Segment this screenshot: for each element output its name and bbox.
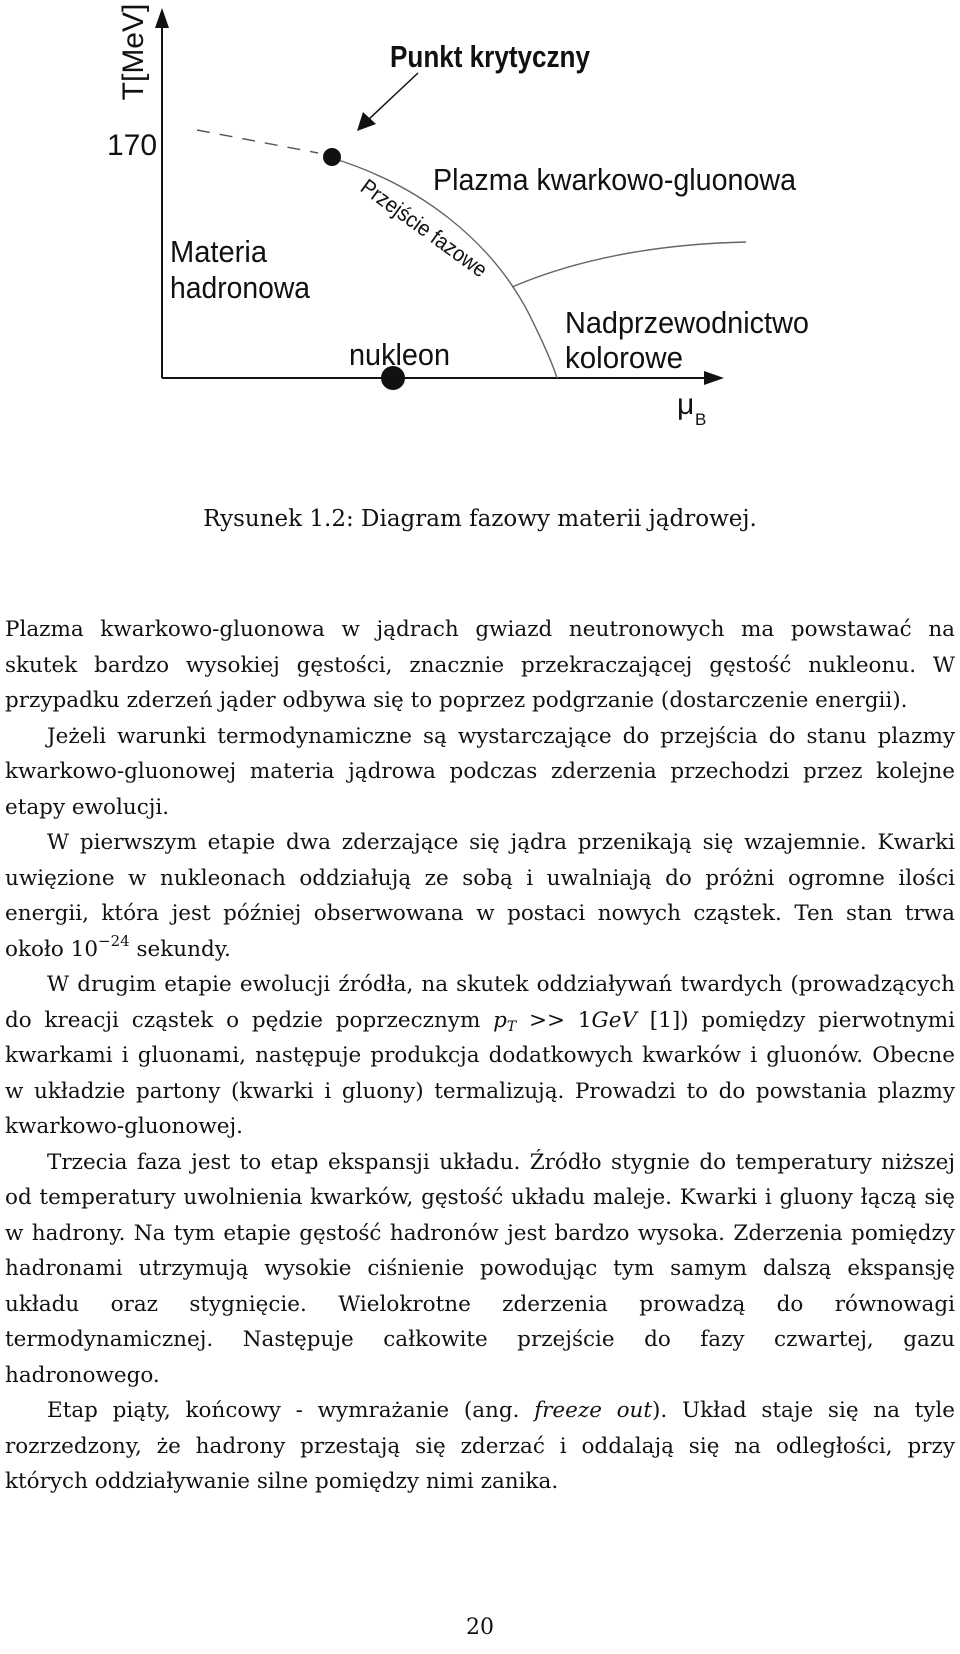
color-sc-label-line1: Nadprzewodnictwo [565, 305, 809, 340]
paragraph-4-tail: [1]) pomiędzy pierwotnymi kwarkami i gluonami, następuje produkcja dodatkowych kwarków i gluonów. Obecne w układzie partony (kwarki i gluony) termalizują. Prowadzi to do powstania plazmy kwarkowo-gluonowej. [5, 1007, 955, 1139]
paragraph-2: Jeżeli warunki termodynamiczne są wystarczające do przejścia do stanu plazmy kwarkowo-gluonowej materia jądrowa podczas zderzenia przechodzi przez kolejne etapy ewolucji. [5, 723, 955, 820]
hadronic-matter-label-line2: hadronowa [170, 270, 311, 305]
y-axis-arrow [155, 8, 169, 28]
y-axis-label: T[MeV] [117, 3, 150, 101]
qgp-label: Plazma kwarkowo-gluonowa [433, 162, 797, 197]
color-sc-boundary-line [512, 242, 746, 287]
critical-point-label: Punkt krytyczny [390, 39, 591, 74]
paragraph-6 [5, 1393, 955, 1500]
nucleon-label: nukleon [349, 337, 450, 372]
critical-point-dot [323, 148, 341, 166]
math-unit: GeV [591, 1007, 637, 1033]
paragraph-5: Trzecia faza jest to etap ekspansji układu. Źródło stygnie do temperatury niższej od temperatury uwolnienia kwarków, gęstość układu maleje. Kwarki i gluony łączą się w hadrony. Na tym etapie gęstość hadronów jest bardzo wysoka. Zderzenia pomiędzy hadronami utrzymują wysokie ciśnienie powodując tym samym dalszą ekspansję układu oraz stygnięcie. Wielokrotne zderzenia prowadzą do równowagi termodynamicznej. Następuje całkowite przejście do fazy czwartej, gazu hadronowego. [5, 1149, 955, 1388]
critical-point-pointer-line [368, 73, 418, 120]
hadronic-matter-label-line1: Materia [170, 234, 268, 269]
figure-caption: Rysunek 1.2: Diagram fazowy materii jądrowej. [203, 506, 757, 532]
paragraph-4-text: W drugim etapie ewolucji źródła, na skutek oddziaływań twardych (prowadzących do kreacji cząstek o pędzie poprzecznym [5, 972, 955, 1033]
page-number: 20 [466, 1615, 494, 1640]
math-subscript-T: T [506, 1018, 517, 1035]
phase-transition-label: Przejście fazowe [356, 173, 505, 292]
paragraph-4 [5, 967, 955, 1145]
body-text [5, 612, 955, 1500]
math-relation: >> 1 [516, 1007, 592, 1033]
paragraph-3 [5, 825, 955, 967]
paragraph-6-tail: ). Układ staje się na tyle rozrzedzony, że hadrony przestają się zderzać i oddalają się na odległości, przy których oddziaływanie silne pomiędzy nimi zanika. [5, 1398, 955, 1494]
exponent: −24 [98, 931, 130, 950]
paragraph-1: Plazma kwarkowo-gluonowa w jądrach gwiazd neutronowych ma powstawać na skutek bardzo wysokiej gęstości, znacznie przekraczającej gęstość nukleonu. W przypadku zderzeń jąder odbywa się to poprzez podgrzanie (dostarczenie energii). [5, 617, 955, 713]
paragraph-3-tail: sekundy. [129, 936, 231, 962]
x-axis-subscript-label: B [695, 410, 707, 429]
crossover-dashed-line [197, 130, 318, 153]
phase-diagram-svg [0, 0, 960, 470]
x-axis-arrow [704, 371, 724, 385]
color-sc-label-line2: kolorowe [565, 340, 683, 375]
math-p: p [493, 1007, 507, 1033]
paragraph-6-text: Etap piąty, końcowy - wymrażanie (ang. [47, 1398, 535, 1423]
y-tick-170: 170 [107, 129, 158, 162]
phase-diagram-figure [0, 0, 960, 470]
freeze-out-term: freeze out [534, 1398, 653, 1423]
x-axis-mu-label: μ [677, 388, 695, 421]
paragraph-3-text: W pierwszym etapie dwa zderzające się jądra przenikają się wzajemnie. Kwarki uwięzione w nukleonach oddziałują ze sobą i uwalniają do próżni ogromne ilości energii, która jest później obserwowana w postaci nowych cząstek. Ten stan trwa około 10 [5, 830, 955, 962]
